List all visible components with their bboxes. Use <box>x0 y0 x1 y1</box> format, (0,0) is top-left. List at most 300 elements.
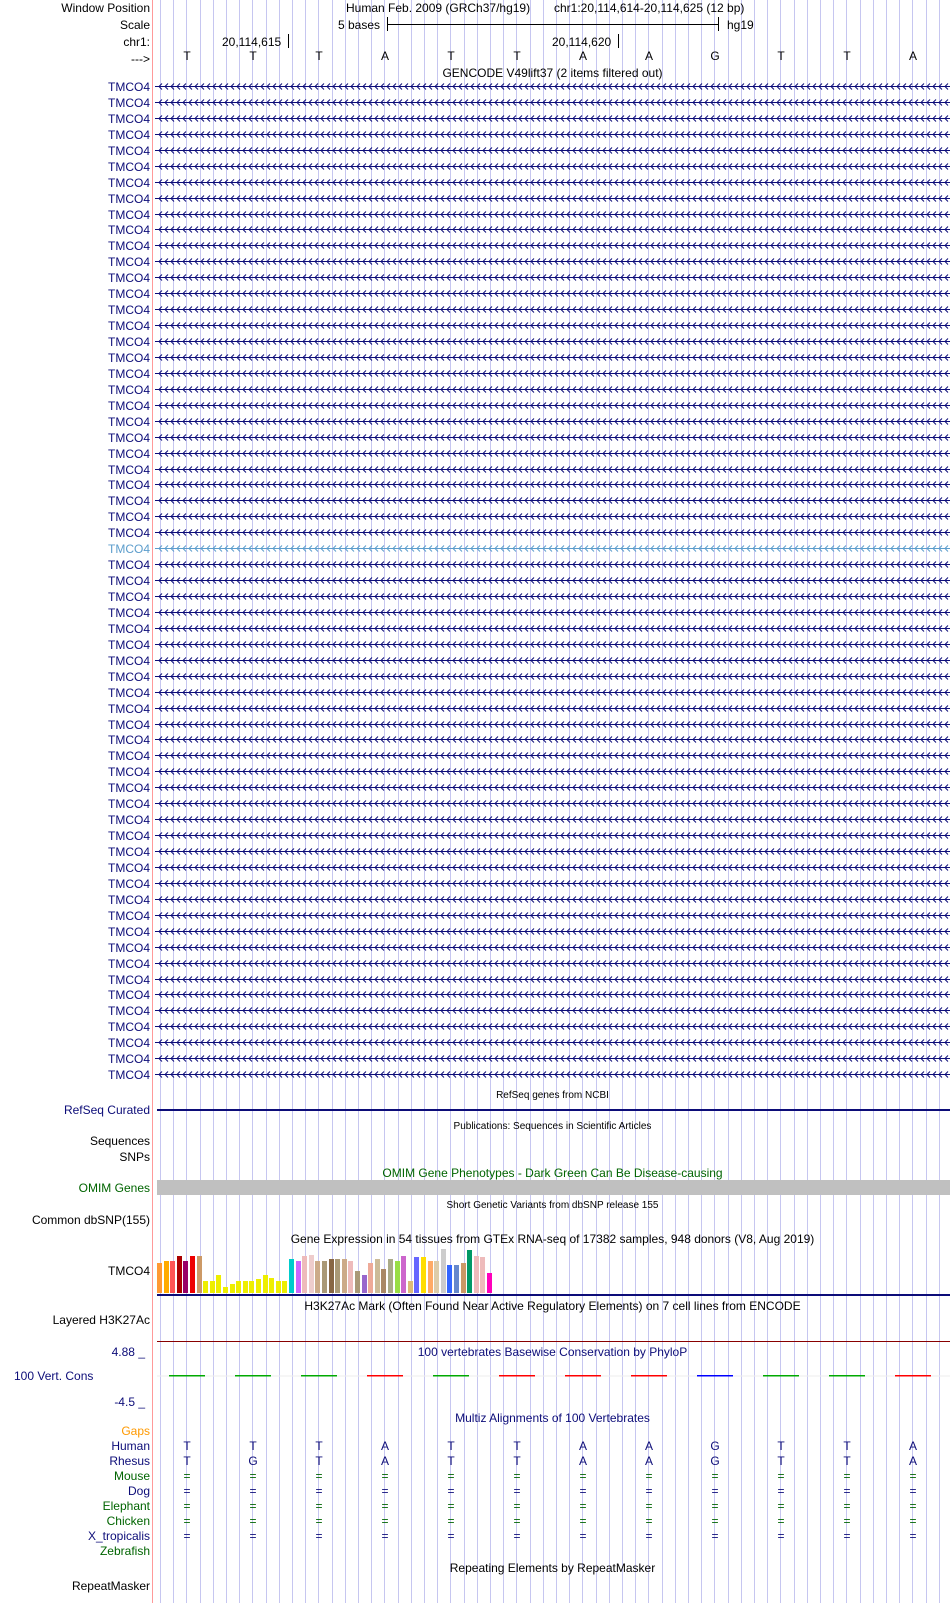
gtex-tissue-bar[interactable] <box>487 1273 492 1293</box>
gencode-gene-label[interactable]: TMCO4 <box>108 653 150 668</box>
gencode-transcript-row[interactable] <box>0 669 950 685</box>
multiz-base: T <box>513 1439 521 1453</box>
gencode-gene-label[interactable]: TMCO4 <box>108 462 150 477</box>
gencode-transcript-row[interactable] <box>0 701 950 717</box>
gencode-title[interactable]: GENCODE V49lift37 (2 items filtered out) <box>442 66 663 80</box>
gtex-title[interactable]: Gene Expression in 54 tissues from GTEx RNA-seq of 17382 samples, 948 donors (V8, Aug 2019) <box>290 1232 815 1246</box>
gencode-gene-label[interactable]: TMCO4 <box>108 446 150 461</box>
multiz-species-label[interactable]: Elephant <box>102 1499 150 1513</box>
gencode-transcript-arrows[interactable] <box>155 972 950 987</box>
gencode-transcript-arrows[interactable] <box>155 493 950 508</box>
gencode-transcript-arrows[interactable] <box>155 254 950 269</box>
gencode-gene-label[interactable]: TMCO4 <box>108 717 150 732</box>
gencode-transcript-arrows[interactable] <box>155 1003 950 1018</box>
gencode-transcript-row[interactable] <box>0 908 950 924</box>
gencode-gene-label[interactable]: TMCO4 <box>108 510 150 525</box>
gencode-transcript-row[interactable] <box>0 525 950 541</box>
gtex-tissue-bar[interactable] <box>355 1271 360 1293</box>
omim-label[interactable]: OMIM Genes <box>78 1181 150 1195</box>
gencode-gene-label[interactable]: TMCO4 <box>108 335 150 349</box>
gtex-tissue-bar[interactable] <box>249 1281 254 1293</box>
gtex-tissue-bar[interactable] <box>395 1261 400 1293</box>
gencode-gene-label[interactable]: TMCO4 <box>108 542 150 557</box>
gencode-transcript-arrows[interactable] <box>155 143 950 158</box>
gencode-transcript-row[interactable] <box>0 956 950 972</box>
gtex-tissue-bar[interactable] <box>428 1261 433 1293</box>
gencode-gene-label[interactable]: TMCO4 <box>108 494 150 509</box>
multiz-species-label[interactable]: Zebrafish <box>99 1544 150 1558</box>
gencode-gene-label[interactable]: TMCO4 <box>108 733 150 748</box>
gtex-tissue-bar[interactable] <box>276 1281 281 1293</box>
phylop-title[interactable]: 100 vertebrates Basewise Conservation by PhyloP <box>417 1345 688 1359</box>
gencode-gene-label[interactable]: TMCO4 <box>108 1004 150 1019</box>
multiz-base: A <box>908 1439 918 1453</box>
multiz-base: = <box>513 1484 521 1498</box>
gencode-transcript-arrows[interactable] <box>155 1051 950 1066</box>
gencode-transcript-row[interactable] <box>0 398 950 414</box>
gencode-gene-label[interactable]: TMCO4 <box>108 956 150 971</box>
gtex-tissue-bar[interactable] <box>467 1250 472 1293</box>
gencode-transcript-arrows[interactable] <box>155 430 950 445</box>
gencode-transcript-row[interactable] <box>0 573 950 589</box>
gencode-transcript-arrows[interactable] <box>155 398 950 413</box>
omim-gene-bar[interactable] <box>157 1180 950 1195</box>
gtex-tissue-bar[interactable] <box>190 1256 195 1293</box>
gtex-tissue-bar[interactable] <box>375 1259 380 1293</box>
gencode-gene-label[interactable]: TMCO4 <box>108 781 150 796</box>
publications-snps-label[interactable]: SNPs <box>119 1150 150 1164</box>
gencode-gene-label[interactable]: TMCO4 <box>108 765 150 780</box>
gtex-bottom-rule <box>157 1294 950 1296</box>
gencode-transcript-row[interactable] <box>0 557 950 573</box>
gencode-gene-label[interactable]: TMCO4 <box>108 988 150 1003</box>
gencode-gene-label[interactable]: TMCO4 <box>108 605 150 620</box>
gencode-transcript-arrows[interactable] <box>155 127 950 142</box>
gtex-tissue-bar[interactable] <box>183 1261 188 1293</box>
gtex-tissue-bar[interactable] <box>381 1269 386 1293</box>
gencode-gene-label[interactable]: TMCO4 <box>108 669 150 684</box>
gencode-transcript-row[interactable] <box>0 350 950 366</box>
gencode-transcript-row[interactable] <box>0 685 950 701</box>
gencode-transcript-row[interactable] <box>0 717 950 733</box>
gencode-transcript-arrows[interactable] <box>155 860 950 875</box>
reference-base: A <box>644 49 654 63</box>
publications-title[interactable]: Publications: Sequences in Scientific Articles <box>453 1121 652 1132</box>
gencode-transcript-arrows[interactable] <box>155 1067 950 1082</box>
gencode-transcript-row[interactable] <box>0 222 950 238</box>
gencode-transcript-arrows[interactable] <box>155 95 950 110</box>
gtex-tissue-bar[interactable] <box>441 1249 446 1293</box>
multiz-species-label[interactable]: X_tropicalis <box>87 1529 150 1543</box>
multiz-species-label[interactable]: Dog <box>127 1484 150 1498</box>
gencode-transcript-arrows[interactable] <box>155 956 950 971</box>
gencode-transcript-arrows[interactable] <box>155 446 950 461</box>
gencode-transcript-row[interactable] <box>0 318 950 334</box>
gencode-gene-label[interactable]: TMCO4 <box>108 239 150 254</box>
gencode-transcript-row[interactable] <box>0 334 950 350</box>
multiz-base: G <box>710 1439 720 1453</box>
gencode-gene-label[interactable]: TMCO4 <box>108 621 150 636</box>
gencode-transcript-row[interactable] <box>0 796 950 812</box>
gtex-tissue-bar[interactable] <box>480 1257 485 1293</box>
multiz-base: = <box>249 1514 257 1528</box>
gtex-tissue-bar[interactable] <box>230 1284 235 1293</box>
gencode-transcript-row[interactable] <box>0 637 950 653</box>
gtex-tissue-bar[interactable] <box>421 1257 426 1293</box>
gencode-transcript-row[interactable] <box>0 987 950 1003</box>
multiz-species-label[interactable]: Human <box>111 1439 150 1453</box>
gencode-transcript-row[interactable] <box>0 860 950 876</box>
gtex-tissue-bar[interactable] <box>263 1275 268 1293</box>
reference-base: T <box>777 49 785 63</box>
gencode-gene-label[interactable]: TMCO4 <box>108 908 150 923</box>
gencode-transcript-row[interactable] <box>0 477 950 493</box>
refseq-title[interactable]: RefSeq genes from NCBI <box>496 1090 609 1101</box>
multiz-base: T <box>447 1439 455 1453</box>
gtex-tissue-bar[interactable] <box>408 1281 413 1293</box>
gencode-gene-label[interactable]: TMCO4 <box>108 940 150 955</box>
gtex-tissue-bar[interactable] <box>296 1261 301 1293</box>
gencode-gene-label[interactable]: TMCO4 <box>108 398 150 413</box>
gencode-transcript-arrows[interactable] <box>155 605 950 620</box>
gtex-tissue-bar[interactable] <box>414 1257 419 1293</box>
gencode-transcript-arrows[interactable] <box>155 159 950 174</box>
gencode-transcript-row[interactable] <box>0 589 950 605</box>
gencode-transcript-arrows[interactable] <box>155 701 950 716</box>
gencode-transcript-arrows[interactable] <box>155 509 950 524</box>
gencode-transcript-row[interactable] <box>0 286 950 302</box>
gencode-gene-label[interactable]: TMCO4 <box>108 574 150 589</box>
gencode-gene-label[interactable]: TMCO4 <box>108 350 150 365</box>
gencode-transcript-arrows[interactable] <box>155 812 950 827</box>
multiz-base: = <box>315 1499 323 1513</box>
gencode-transcript-row[interactable] <box>0 462 950 478</box>
repeatmasker-label[interactable]: RepeatMasker <box>71 1579 150 1593</box>
multiz-base: = <box>447 1529 455 1543</box>
gencode-transcript-row[interactable] <box>0 302 950 318</box>
gencode-transcript-row[interactable] <box>0 1035 950 1051</box>
gencode-transcript-arrows[interactable] <box>155 589 950 604</box>
gencode-transcript-row[interactable] <box>0 541 950 557</box>
gtex-tissue-bar[interactable] <box>434 1261 439 1293</box>
h3k27ac-label[interactable]: Layered H3K27Ac <box>52 1313 150 1327</box>
phylop-base-score <box>631 1375 667 1377</box>
gencode-transcript-arrows[interactable] <box>155 1035 950 1050</box>
phylop-base-score <box>895 1375 931 1377</box>
gencode-transcript-row[interactable] <box>0 159 950 175</box>
gencode-gene-label[interactable]: TMCO4 <box>108 637 150 652</box>
gencode-transcript-row[interactable] <box>0 509 950 525</box>
gencode-gene-label[interactable]: TMCO4 <box>108 287 150 302</box>
gtex-tissue-bar[interactable] <box>368 1263 373 1293</box>
gencode-transcript-row[interactable] <box>0 748 950 764</box>
gtex-tissue-bar[interactable] <box>197 1256 202 1293</box>
gencode-transcript-arrows[interactable] <box>155 796 950 811</box>
gencode-transcript-arrows[interactable] <box>155 238 950 253</box>
gencode-transcript-arrows[interactable] <box>155 222 950 237</box>
gencode-gene-label[interactable]: TMCO4 <box>108 159 150 174</box>
gtex-tissue-bar[interactable] <box>342 1259 347 1293</box>
gencode-transcript-arrows[interactable] <box>155 987 950 1002</box>
gencode-gene-label[interactable]: TMCO4 <box>108 876 150 891</box>
gencode-transcript-row[interactable] <box>0 828 950 844</box>
gtex-tissue-bar[interactable] <box>447 1265 452 1293</box>
gencode-transcript-arrows[interactable] <box>155 876 950 891</box>
gencode-transcript-row[interactable] <box>0 446 950 462</box>
gencode-gene-label[interactable]: TMCO4 <box>108 701 150 716</box>
multiz-base: T <box>183 1439 191 1453</box>
gencode-transcript-arrows[interactable] <box>155 350 950 365</box>
gencode-transcript-arrows[interactable] <box>155 573 950 588</box>
gencode-gene-label[interactable]: TMCO4 <box>108 127 150 142</box>
gencode-transcript-row[interactable] <box>0 1051 950 1067</box>
gencode-gene-label[interactable]: TMCO4 <box>108 813 150 828</box>
gencode-transcript-arrows[interactable] <box>155 318 950 333</box>
gencode-transcript-arrows[interactable] <box>155 79 950 94</box>
multiz-base: = <box>909 1469 917 1483</box>
omim-title[interactable]: OMIM Gene Phenotypes - Dark Green Can Be Disease-causing <box>382 1166 723 1180</box>
gencode-transcript-arrows[interactable] <box>155 653 950 668</box>
multiz-base: = <box>711 1514 719 1528</box>
gtex-tissue-bar[interactable] <box>315 1261 320 1293</box>
gencode-transcript-row[interactable] <box>0 127 950 143</box>
gencode-transcript-arrows[interactable] <box>155 302 950 317</box>
gencode-gene-label[interactable]: TMCO4 <box>108 414 150 429</box>
chrom-label: chr1: <box>123 35 150 49</box>
gencode-transcript-row[interactable] <box>0 605 950 621</box>
multiz-base: = <box>579 1529 587 1543</box>
gencode-gene-label[interactable]: TMCO4 <box>108 271 150 286</box>
gtex-tissue-bar[interactable] <box>309 1255 314 1293</box>
gencode-transcript-row[interactable] <box>0 940 950 956</box>
publications-sequences-label[interactable]: Sequences <box>89 1134 150 1148</box>
gtex-tissue-bar[interactable] <box>157 1263 162 1293</box>
gencode-transcript-row[interactable] <box>0 892 950 908</box>
phylop-label[interactable]: 100 Vert. Cons <box>14 1369 94 1383</box>
multiz-base: = <box>381 1499 389 1513</box>
gencode-transcript-row[interactable] <box>0 366 950 382</box>
gencode-gene-label[interactable]: TMCO4 <box>108 860 150 875</box>
gencode-transcript-arrows[interactable] <box>155 111 950 126</box>
gtex-tissue-bar[interactable] <box>223 1287 228 1293</box>
gencode-transcript-row[interactable] <box>0 1067 950 1083</box>
gencode-gene-label[interactable]: TMCO4 <box>108 207 150 222</box>
phylop-graph[interactable] <box>157 1366 950 1390</box>
gencode-gene-label[interactable]: TMCO4 <box>108 382 150 397</box>
gencode-transcript-row[interactable] <box>0 812 950 828</box>
gencode-gene-label[interactable]: TMCO4 <box>108 111 150 126</box>
gtex-tissue-bar[interactable] <box>164 1261 169 1293</box>
gencode-transcript-arrows[interactable] <box>155 366 950 381</box>
gencode-gene-label[interactable]: TMCO4 <box>108 1052 150 1067</box>
gencode-gene-label[interactable]: TMCO4 <box>108 478 150 493</box>
gtex-tissue-bar[interactable] <box>282 1281 287 1293</box>
gencode-transcript-row[interactable] <box>0 732 950 748</box>
gencode-transcript-arrows[interactable] <box>155 621 950 636</box>
gtex-tissue-bar[interactable] <box>329 1259 334 1293</box>
gencode-transcript-row[interactable] <box>0 430 950 446</box>
multiz-base: = <box>777 1469 785 1483</box>
gencode-gene-label[interactable]: TMCO4 <box>108 1036 150 1051</box>
gtex-tissue-bar[interactable] <box>348 1261 353 1293</box>
gencode-gene-label[interactable]: TMCO4 <box>108 175 150 190</box>
gencode-transcript-arrows[interactable] <box>155 334 950 349</box>
gencode-gene-label[interactable]: TMCO4 <box>108 558 150 573</box>
gencode-transcript-row[interactable] <box>0 876 950 892</box>
gencode-transcript-arrows[interactable] <box>155 828 950 843</box>
gtex-tissue-bar[interactable] <box>289 1259 294 1293</box>
gencode-transcript-arrows[interactable] <box>155 780 950 795</box>
gencode-transcript-arrows[interactable] <box>155 924 950 939</box>
gencode-transcript-arrows[interactable] <box>155 892 950 907</box>
gencode-transcript-row[interactable] <box>0 1003 950 1019</box>
gencode-transcript-arrows[interactable] <box>155 764 950 779</box>
scale-label: Scale <box>119 18 150 32</box>
multiz-species-label[interactable]: Mouse <box>113 1469 150 1483</box>
gencode-gene-label[interactable]: TMCO4 <box>108 526 150 541</box>
gencode-gene-label[interactable]: TMCO4 <box>108 191 150 206</box>
repeatmasker-title[interactable]: Repeating Elements by RepeatMasker <box>449 1561 656 1575</box>
gencode-transcript-arrows[interactable] <box>155 685 950 700</box>
gencode-transcript-row[interactable] <box>0 493 950 509</box>
multiz-gaps-label[interactable]: Gaps <box>121 1424 150 1438</box>
gencode-transcript-row[interactable] <box>0 207 950 223</box>
gencode-transcript-row[interactable] <box>0 143 950 159</box>
gencode-gene-label[interactable]: TMCO4 <box>108 749 150 764</box>
gencode-transcript-row[interactable] <box>0 653 950 669</box>
gencode-gene-label[interactable]: TMCO4 <box>108 95 150 110</box>
gencode-transcript-arrows[interactable] <box>155 844 950 859</box>
gtex-label[interactable]: TMCO4 <box>108 1264 150 1278</box>
multiz-base: = <box>843 1469 851 1483</box>
gtex-tissue-bar[interactable] <box>236 1281 241 1293</box>
gencode-gene-label[interactable]: TMCO4 <box>108 1068 150 1083</box>
gencode-gene-label[interactable]: TMCO4 <box>108 143 150 158</box>
gencode-transcript-row[interactable] <box>0 924 950 940</box>
gencode-transcript-row[interactable] <box>0 382 950 398</box>
gencode-transcript-arrows[interactable] <box>155 525 950 540</box>
gtex-tissue-bar[interactable] <box>170 1261 175 1293</box>
gencode-transcript-arrows[interactable] <box>155 286 950 301</box>
gencode-transcript-arrows[interactable] <box>155 462 950 477</box>
gtex-tissue-bar[interactable] <box>177 1256 182 1293</box>
multiz-species-label[interactable]: Rhesus <box>109 1454 150 1468</box>
h3k27ac-title[interactable]: H3K27Ac Mark (Often Found Near Active Regulatory Elements) on 7 cell lines from ENCODE <box>304 1299 801 1313</box>
gencode-transcript-arrows[interactable] <box>155 732 950 747</box>
gencode-transcript-arrows[interactable] <box>155 382 950 397</box>
gtex-tissue-bar[interactable] <box>362 1275 367 1293</box>
gencode-transcript-row[interactable] <box>0 111 950 127</box>
gencode-transcript-arrows[interactable] <box>155 669 950 684</box>
gencode-gene-label[interactable]: TMCO4 <box>108 797 150 812</box>
multiz-base: = <box>579 1514 587 1528</box>
gencode-transcript-row[interactable] <box>0 1019 950 1035</box>
gencode-transcript-arrows[interactable] <box>155 541 950 556</box>
refseq-label[interactable]: RefSeq Curated <box>63 1103 150 1117</box>
gencode-transcript-row[interactable] <box>0 95 950 111</box>
gencode-transcript-row[interactable] <box>0 972 950 988</box>
gencode-gene-label[interactable]: TMCO4 <box>108 845 150 859</box>
gencode-transcript-arrows[interactable] <box>155 270 950 285</box>
gencode-transcript-arrows[interactable] <box>155 748 950 763</box>
multiz-base: A <box>380 1439 390 1453</box>
gencode-transcript-row[interactable] <box>0 621 950 637</box>
gencode-gene-label[interactable]: TMCO4 <box>108 223 150 238</box>
multiz-title[interactable]: Multiz Alignments of 100 Vertebrates <box>455 1411 650 1425</box>
gencode-transcript-arrows[interactable] <box>155 557 950 572</box>
gencode-transcript-arrows[interactable] <box>155 717 950 732</box>
gencode-transcript-row[interactable] <box>0 238 950 254</box>
gencode-gene-label[interactable]: TMCO4 <box>108 255 150 270</box>
gtex-tissue-bar[interactable] <box>216 1275 221 1293</box>
gencode-gene-label[interactable]: TMCO4 <box>108 892 150 907</box>
gtex-tissue-bar[interactable] <box>302 1256 307 1293</box>
multiz-base: = <box>183 1514 191 1528</box>
gencode-transcript-arrows[interactable] <box>155 191 950 206</box>
gencode-gene-label[interactable]: TMCO4 <box>108 80 150 94</box>
gencode-transcript-row[interactable] <box>0 175 950 191</box>
gtex-tissue-bar[interactable] <box>210 1281 215 1293</box>
gencode-transcript-arrows[interactable] <box>155 940 950 955</box>
gtex-tissue-bar[interactable] <box>461 1263 466 1293</box>
gtex-tissue-bar[interactable] <box>388 1259 393 1293</box>
gencode-gene-label[interactable]: TMCO4 <box>108 924 150 939</box>
gencode-gene-label[interactable]: TMCO4 <box>108 319 150 334</box>
dbsnp-label[interactable]: Common dbSNP(155) <box>31 1213 150 1227</box>
gencode-transcript-arrows[interactable] <box>155 175 950 190</box>
refseq-gene-line[interactable] <box>157 1109 950 1111</box>
gtex-tissue-bar[interactable] <box>454 1265 459 1293</box>
gencode-transcript-arrows[interactable] <box>155 414 950 429</box>
multiz-species-label[interactable]: Chicken <box>106 1514 150 1528</box>
gencode-transcript-arrows[interactable] <box>155 637 950 652</box>
gencode-transcript-arrows[interactable] <box>155 908 950 923</box>
gencode-transcript-row[interactable] <box>0 844 950 860</box>
gencode-transcript-arrows[interactable] <box>155 1019 950 1034</box>
gencode-transcript-arrows[interactable] <box>155 207 950 222</box>
gtex-tissue-bar[interactable] <box>335 1259 340 1293</box>
gencode-gene-label[interactable]: TMCO4 <box>108 430 150 445</box>
gencode-transcript-row[interactable] <box>0 79 950 95</box>
gencode-gene-label[interactable]: TMCO4 <box>108 1020 150 1035</box>
gtex-tissue-bar[interactable] <box>243 1281 248 1293</box>
gencode-gene-label[interactable]: TMCO4 <box>108 303 150 318</box>
gencode-gene-label[interactable]: TMCO4 <box>108 972 150 987</box>
gtex-tissue-bar[interactable] <box>269 1278 274 1293</box>
gencode-gene-label[interactable]: TMCO4 <box>108 366 150 381</box>
gtex-tissue-bar[interactable] <box>203 1281 208 1293</box>
gencode-transcript-arrows[interactable] <box>155 477 950 492</box>
gencode-transcript-row[interactable] <box>0 191 950 207</box>
multiz-base: A <box>908 1454 918 1468</box>
gtex-tissue-bar[interactable] <box>401 1256 406 1293</box>
gencode-transcript-row[interactable] <box>0 254 950 270</box>
gtex-tissue-bar[interactable] <box>474 1256 479 1293</box>
gtex-tissue-bar[interactable] <box>256 1279 261 1293</box>
gencode-gene-label[interactable]: TMCO4 <box>108 685 150 700</box>
gtex-tissue-bar[interactable] <box>322 1261 327 1293</box>
dbsnp-title[interactable]: Short Genetic Variants from dbSNP release 155 <box>446 1200 659 1211</box>
gencode-transcript-row[interactable] <box>0 270 950 286</box>
gencode-gene-label[interactable]: TMCO4 <box>108 829 150 844</box>
gencode-track[interactable] <box>0 79 950 1083</box>
gencode-transcript-row[interactable] <box>0 780 950 796</box>
gencode-transcript-row[interactable] <box>0 414 950 430</box>
gencode-gene-label[interactable]: TMCO4 <box>108 590 150 604</box>
multiz-base: = <box>645 1514 653 1528</box>
multiz-base: T <box>315 1454 323 1468</box>
gencode-transcript-row[interactable] <box>0 764 950 780</box>
